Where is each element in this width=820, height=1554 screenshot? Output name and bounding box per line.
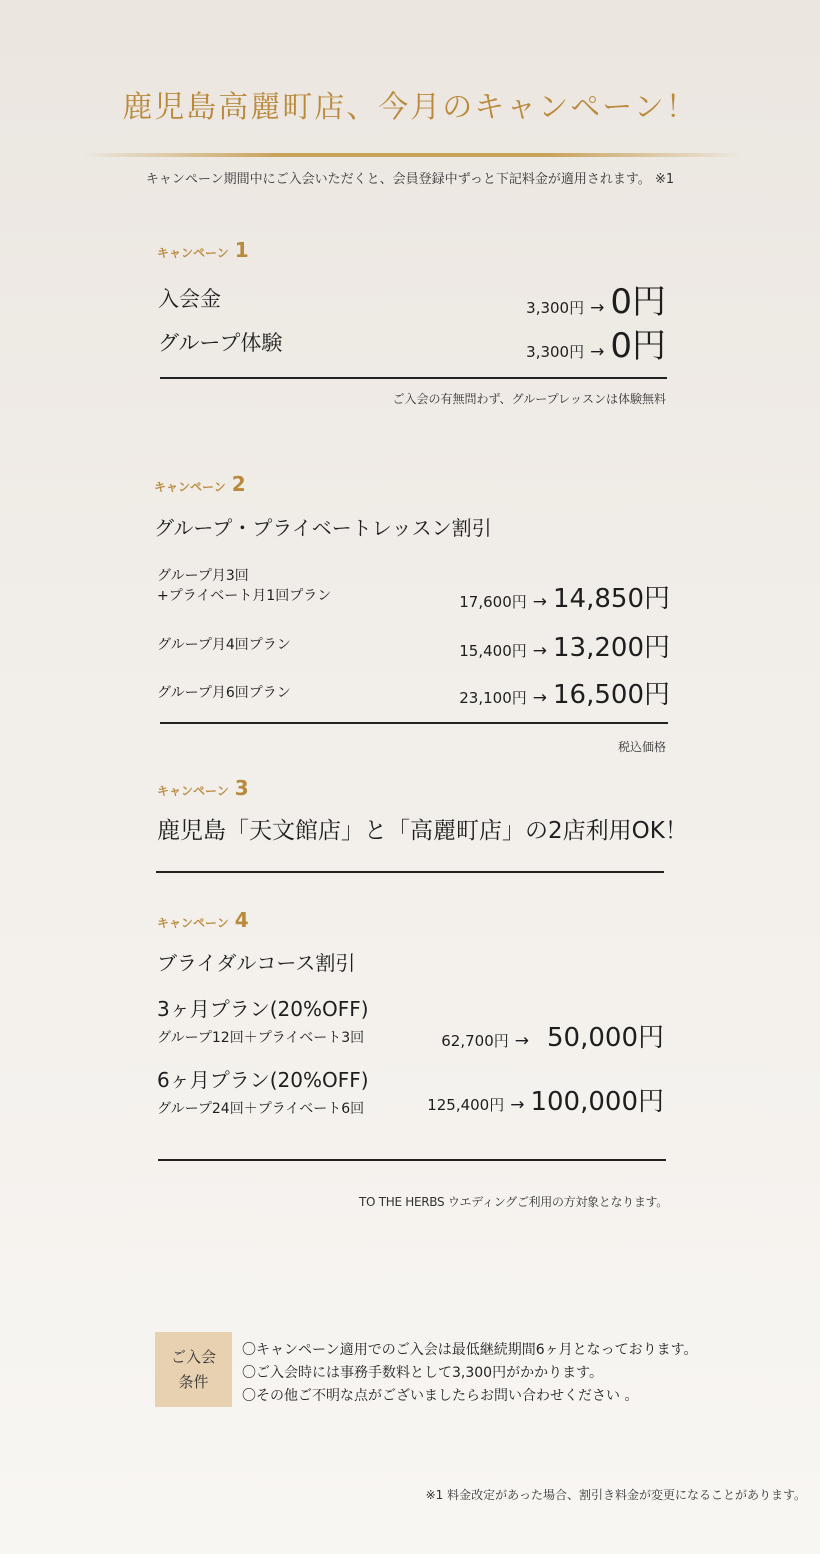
new-price: 50,000円 <box>547 1023 664 1053</box>
group-trial-price <box>450 318 666 367</box>
old-price: 125,400円 <box>427 1096 505 1114</box>
bridal-note: TO THE HERBS ウエディングご利用の方対象となります。 <box>359 1195 668 1209</box>
title-divider <box>82 153 742 157</box>
campaign-2-heading: グループ・プライベートレッスン割引 <box>154 516 492 540</box>
new-price: 0円 <box>610 282 666 322</box>
bridal-plan-price <box>400 1081 664 1118</box>
new-price: 16,500円 <box>553 680 670 710</box>
plan-name: グループ月4回プラン <box>157 637 291 653</box>
old-price: 23,100円 <box>459 689 527 707</box>
bridal-plan-name: 6ヶ月プラン(20%OFF) <box>157 1068 369 1092</box>
conditions-label-box <box>155 1332 232 1407</box>
campaign-number: 4 <box>234 908 249 932</box>
bridal-plan-detail: グループ24回＋プライベート6回 <box>157 1101 365 1117</box>
plan-name <box>157 566 331 606</box>
arrow-icon: → <box>532 592 548 612</box>
campaign-3-heading: 鹿児島「天文館店」と「高麗町店」の2店利用OK！ <box>157 818 688 844</box>
intro-text: キャンペーン期間中にご入会いただくと、会員登録中ずっと下記料金が適用されます。 ※1 <box>145 172 675 187</box>
conditions-list <box>242 1339 698 1408</box>
page-title: 鹿児島高麗町店、今月のキャンペーン！ <box>122 90 698 125</box>
plan-name-line: +プライベート月1回プラン <box>157 588 332 604</box>
condition-item: 〇キャンペーン適用でのご入会は最低継続期間6ヶ月となっております。 <box>242 1342 698 1358</box>
old-price: 3,300円 <box>526 299 585 317</box>
divider <box>160 722 668 724</box>
entry-fee-price <box>450 274 666 323</box>
campaign-number: 3 <box>234 776 249 800</box>
arrow-icon: → <box>510 1095 525 1115</box>
campaign-1-label <box>157 238 249 262</box>
bridal-plan-price <box>400 1017 664 1054</box>
old-price: 3,300円 <box>526 343 585 361</box>
campaign-2-label <box>154 472 246 496</box>
condition-item: 〇ご入会時には事務手数料として3,300円がかかります。 <box>242 1365 603 1381</box>
arrow-icon: → <box>590 342 605 362</box>
conditions-label-line: 条件 <box>178 1372 209 1391</box>
plan-name: グループ月6回プラン <box>157 685 291 701</box>
plan-price <box>400 674 670 711</box>
new-price: 13,200円 <box>553 633 670 663</box>
plan-price <box>400 578 670 615</box>
plan-price <box>400 627 670 664</box>
new-price: 14,850円 <box>553 584 670 614</box>
divider <box>156 871 664 873</box>
conditions-label-line: ご入会 <box>170 1347 216 1366</box>
new-price: 100,000円 <box>530 1087 664 1117</box>
tax-included-note: 税込価格 <box>617 740 666 754</box>
arrow-icon: → <box>590 298 605 318</box>
campaign-3-label <box>157 776 249 800</box>
campaign-1-note: ご入会の有無問わず、グループレッスンは体験無料 <box>392 392 666 406</box>
old-price: 17,600円 <box>459 593 527 611</box>
divider <box>158 1159 666 1161</box>
footnote: ※1 料金改定があった場合、割引き料金が変更になることがあります。 <box>425 1488 806 1502</box>
old-price: 15,400円 <box>459 642 527 660</box>
divider <box>160 377 667 379</box>
condition-item: 〇その他ご不明な点がございましたらお問い合わせください 。 <box>242 1388 639 1404</box>
arrow-icon: → <box>514 1031 530 1051</box>
bridal-plan-name: 3ヶ月プラン(20%OFF) <box>157 997 369 1021</box>
campaign-label-text: キャンペーン <box>157 916 229 930</box>
campaign-4-heading: ブライダルコース割引 <box>157 951 356 975</box>
campaign-label-text: キャンペーン <box>154 480 226 494</box>
campaign-number: 2 <box>231 472 246 496</box>
old-price: 62,700円 <box>441 1032 509 1050</box>
campaign-label-text: キャンペーン <box>157 246 229 260</box>
arrow-icon: → <box>532 688 548 708</box>
arrow-icon: → <box>532 641 548 661</box>
campaign-label-text: キャンペーン <box>157 784 229 798</box>
new-price: 0円 <box>610 326 666 366</box>
campaign-number: 1 <box>234 238 249 262</box>
group-trial-label: グループ体験 <box>158 331 283 355</box>
plan-name-line: グループ月3回 <box>157 568 249 584</box>
campaign-4-label <box>157 908 249 932</box>
bridal-plan-detail: グループ12回＋プライベート3回 <box>157 1030 365 1046</box>
entry-fee-label: 入会金 <box>158 287 221 311</box>
